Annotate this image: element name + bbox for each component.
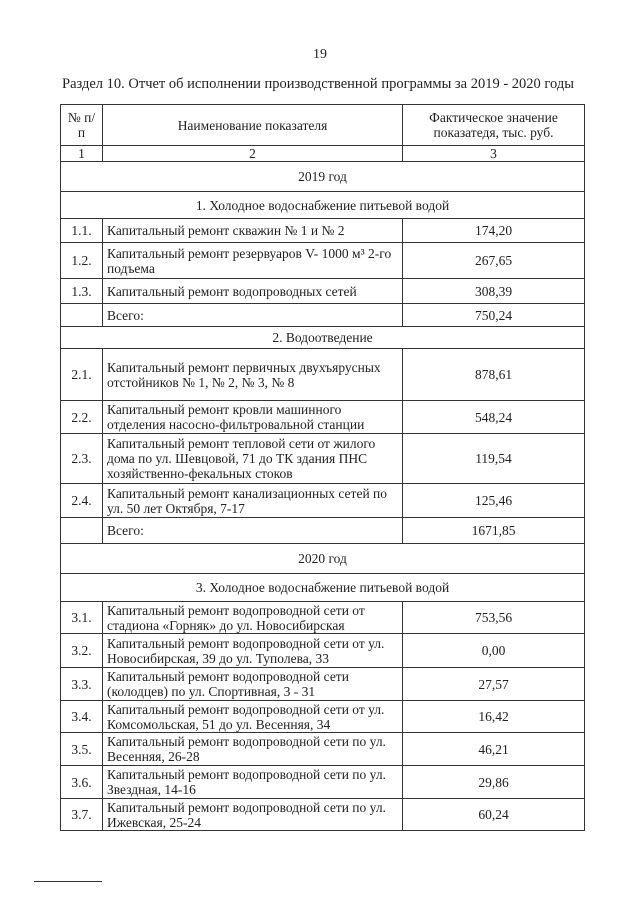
section-title: Раздел 10. Отчет об исполнении производственной программы за 2019 - 2020 годы bbox=[62, 76, 574, 92]
row-name: Капитальный ремонт водопроводной сети по ул. Ижевская, 25-24 bbox=[103, 799, 403, 831]
table-row bbox=[61, 401, 585, 434]
row-name: Капитальный ремонт водопроводной сети от ул. Комсомольская, 51 до ул. Весенняя, 34 bbox=[103, 701, 403, 733]
row-value: 27,57 bbox=[403, 668, 585, 701]
table-row bbox=[61, 484, 585, 518]
footnote-divider bbox=[34, 881, 102, 882]
group-title-row bbox=[61, 574, 585, 602]
table-row bbox=[61, 219, 585, 243]
group-title-2: 2. Водоотведение bbox=[61, 327, 585, 349]
row-num: 1.3. bbox=[61, 279, 103, 304]
row-value: 174,20 bbox=[403, 219, 585, 243]
header-value: Фактическое значение показатедя, тыс. руб. bbox=[403, 105, 585, 146]
col-number-1: 1 bbox=[61, 146, 103, 162]
row-num: 2.4. bbox=[61, 484, 103, 518]
table-row bbox=[61, 349, 585, 401]
year-row-2020 bbox=[61, 544, 585, 574]
group-title-row bbox=[61, 192, 585, 219]
table-row bbox=[61, 602, 585, 634]
row-value: 29,86 bbox=[403, 766, 585, 799]
total-value: 1671,85 bbox=[403, 518, 585, 544]
row-num: 1.1. bbox=[61, 219, 103, 243]
group-title-row bbox=[61, 327, 585, 349]
row-num: 2.3. bbox=[61, 434, 103, 484]
row-num: 3.7. bbox=[61, 799, 103, 831]
row-value: 119,54 bbox=[403, 434, 585, 484]
row-name: Капитальный ремонт тепловой сети от жилого дома по ул. Шевцовой, 71 до ТК здания ПНС хозяйственно-фекальных стоков bbox=[103, 434, 403, 484]
group-title-1: 1. Холодное водоснабжение питьевой водой bbox=[61, 192, 585, 219]
row-num: 2.2. bbox=[61, 401, 103, 434]
column-numbers-row bbox=[61, 146, 585, 162]
row-num: 3.6. bbox=[61, 766, 103, 799]
row-name: Капитальный ремонт водопроводных сетей bbox=[103, 279, 403, 304]
row-num: 2.1. bbox=[61, 349, 103, 401]
row-num: 3.3. bbox=[61, 668, 103, 701]
row-name: Капитальный ремонт канализационных сетей по ул. 50 лет Октября, 7-17 bbox=[103, 484, 403, 518]
report-table bbox=[60, 104, 585, 831]
row-value: 60,24 bbox=[403, 799, 585, 831]
year-label: 2019 год bbox=[61, 162, 585, 192]
table-header-row bbox=[61, 105, 585, 146]
table-row bbox=[61, 701, 585, 733]
table-row bbox=[61, 799, 585, 831]
row-name: Капитальный ремонт резервуаров V- 1000 м³ 2-го подъема bbox=[103, 243, 403, 279]
row-value: 753,56 bbox=[403, 602, 585, 634]
row-num: 3.5. bbox=[61, 733, 103, 766]
row-name: Капитальный ремонт скважин № 1 и № 2 bbox=[103, 219, 403, 243]
header-name: Наименование показателя bbox=[103, 105, 403, 146]
row-value: 267,65 bbox=[403, 243, 585, 279]
row-num: 3.2. bbox=[61, 634, 103, 668]
total-label: Всего: bbox=[103, 518, 403, 544]
row-name: Капитальный ремонт первичных двухъярусных отстойников № 1, № 2, № 3, № 8 bbox=[103, 349, 403, 401]
total-row bbox=[61, 518, 585, 544]
row-value: 548,24 bbox=[403, 401, 585, 434]
row-num-empty bbox=[61, 304, 103, 327]
row-name: Капитальный ремонт водопроводной сети от ул. Новосибирская, 39 до ул. Туполева, 33 bbox=[103, 634, 403, 668]
total-value: 750,24 bbox=[403, 304, 585, 327]
row-name: Капитальный ремонт кровли машинного отделения насосно-фильтровальной станции bbox=[103, 401, 403, 434]
total-label: Всего: bbox=[103, 304, 403, 327]
row-num: 1.2. bbox=[61, 243, 103, 279]
row-num: 3.1. bbox=[61, 602, 103, 634]
table-row bbox=[61, 733, 585, 766]
group-title-3: 3. Холодное водоснабжение питьевой водой bbox=[61, 574, 585, 602]
table-row bbox=[61, 634, 585, 668]
year-label: 2020 год bbox=[61, 544, 585, 574]
col-number-3: 3 bbox=[403, 146, 585, 162]
row-value: 46,21 bbox=[403, 733, 585, 766]
table-row bbox=[61, 279, 585, 304]
row-value: 0,00 bbox=[403, 634, 585, 668]
row-value: 16,42 bbox=[403, 701, 585, 733]
table-row bbox=[61, 668, 585, 701]
row-name: Капитальный ремонт водопроводной сети (колодцев) по ул. Спортивная, 3 - 31 bbox=[103, 668, 403, 701]
row-value: 308,39 bbox=[403, 279, 585, 304]
total-row bbox=[61, 304, 585, 327]
row-num-empty bbox=[61, 518, 103, 544]
table-row bbox=[61, 243, 585, 279]
header-num: № п/п bbox=[61, 105, 103, 146]
row-value: 125,46 bbox=[403, 484, 585, 518]
page-number: 19 bbox=[313, 47, 327, 62]
table-row bbox=[61, 766, 585, 799]
row-name: Капитальный ремонт водопроводной сети по ул. Весенняя, 26-28 bbox=[103, 733, 403, 766]
row-num: 3.4. bbox=[61, 701, 103, 733]
table-row bbox=[61, 434, 585, 484]
row-value: 878,61 bbox=[403, 349, 585, 401]
row-name: Капитальный ремонт водопроводной сети от стадиона «Горняк» до ул. Новосибирская bbox=[103, 602, 403, 634]
col-number-2: 2 bbox=[103, 146, 403, 162]
row-name: Капитальный ремонт водопроводной сети по ул. Звездная, 14-16 bbox=[103, 766, 403, 799]
year-row-2019 bbox=[61, 162, 585, 192]
